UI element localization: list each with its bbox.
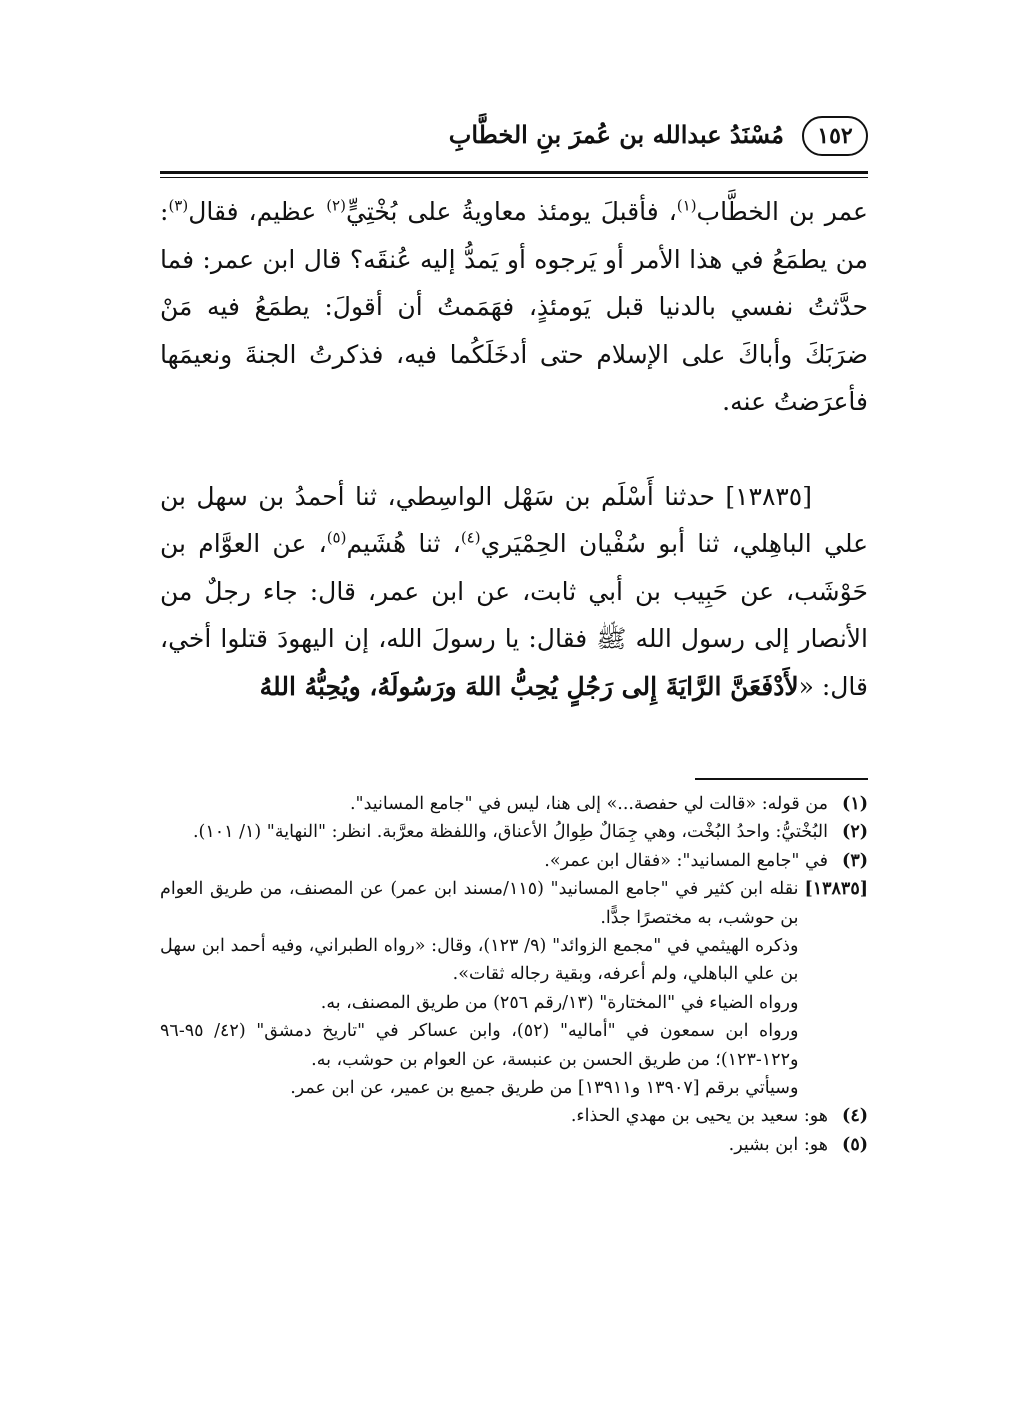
footnote-text: في "جامع المسانيد": «فقال ابن عمر».: [544, 850, 828, 871]
footnote-mark: (٢): [842, 822, 868, 843]
header-rule-thin: [160, 177, 868, 178]
footnote-text: هو: ابن بشير.: [728, 1134, 828, 1155]
text-run: ، فأقبلَ يومئذ معاويةُ على بُخْتِيٍّ: [345, 197, 677, 226]
text-run: [١٣٨٣٥] حدثنا أَسْلَم بن سَهْل الواسِطي، ثنا أحمدُ بن سهل بن علي الباهِلي، ثنا أبو سُفْيان الحِمْيَري: [160, 481, 869, 558]
footnote-ref-3: (٣): [168, 196, 189, 215]
page-number: ١٥٢: [817, 123, 853, 149]
takhrij-line: ورواه الضياء في "المختارة" (١٣/رقم ٢٥٦) من طريق المصنف، به.: [320, 992, 799, 1013]
footnote-4: [160, 1102, 868, 1130]
text-run: عمر بن الخطَّاب: [696, 197, 868, 226]
footnote-3: [160, 847, 868, 875]
takhrij-line: وذكره الهيثمي في "مجمع الزوائد" (٩/ ١٢٣)، وقال: «رواه الطبراني، وفيه أحمد ابن سهل بن علي الباهلي، ولم أعرفه، وبقية رجاله ثقات».: [160, 936, 799, 985]
footnote-ref-1: (١): [676, 196, 697, 215]
takhrij-line: وسيأتي برقم [١٣٩٠٧ و١٣٩١١] من طريق جميع بن عمير، عن ابن عمر.: [290, 1078, 799, 1099]
footnote-text: البُخْتيُّ: واحدُ البُخْت، وهي جِمَالٌ طِوالُ الأعناق، واللفظة معرَّبة. انظر: "النهاية" (١/ ١٠١).: [192, 822, 828, 843]
footnote-mark: (٤): [842, 1106, 868, 1127]
header-rule-thick: [160, 171, 868, 174]
footnote-1: [160, 790, 868, 818]
hadith-13835: [160, 473, 868, 711]
page-header: [160, 110, 868, 170]
text-run: عظيم، فقال: [188, 197, 327, 226]
hadith-number: [١٣٨٣٥]: [804, 879, 868, 900]
footnotes: [160, 790, 868, 1159]
footnote-5: [160, 1131, 868, 1159]
footnote-mark: (١): [842, 794, 868, 814]
running-title: مُسْنَدُ عبدالله بن عُمرَ بنِ الخطَّابِ: [448, 120, 784, 149]
footnote-ref-2: (٢): [326, 196, 346, 215]
prophetic-saying: لأَدْفَعَنَّ الرَّايَةَ إِلى رَجُلٍ يُحِبُّ اللهَ ورَسُولَهُ، ويُحِبُّهُ اللهُ: [259, 671, 799, 701]
paragraph-continuation: [160, 188, 868, 426]
footnote-2: [160, 818, 868, 846]
takhrij-text: [160, 875, 798, 1102]
text-run: ، ثنا هُشَيم: [346, 529, 461, 558]
footnote-separator: [695, 778, 868, 780]
footnote-text: هو: سعيد بن يحيى بن مهدي الحذاء.: [570, 1106, 828, 1127]
page-number-badge: [802, 116, 868, 156]
text-run: : من يطمَعُ في هذا الأمر أو يَرجوه أو يَمدُّ إليه عُنقَه؟ قال ابن عمر: فما حدَّثتُ نفسي بالدنيا قبل يَومئذٍ، فهَمَمتُ أن أقولَ: يطمَعُ فيه مَنْ ضرَبَكَ وأباكَ على الإسلام حتى أدخَلَكُما فيه، فذكرتُ الجنةَ ونعيمَها فأعرَضتُ عنه.: [160, 197, 868, 416]
takhrij-note: [160, 875, 868, 1102]
takhrij-line: ورواه ابن سمعون في "أماليه" (٥٢)، وابن عساكر في "تاريخ دمشق" (٤٢/ ٩٥-٩٦ و١٢٢-١٢٣)؛ من طريق الحسن بن عنبسة، عن العوام بن حوشب، به.: [160, 1021, 799, 1070]
text-run: ، عن العوَّام بن حَوْشَب، عن حَبِيب بن أبي ثابت، عن ابن عمر، قال: جاء رجلٌ من الأنصار إلى رسول الله ﷺ فقال: يا رسولَ الله، إن اليهودَ قتلوا أخي، قال: «: [160, 529, 868, 701]
footnote-mark: (٣): [842, 850, 868, 871]
takhrij-line: نقله ابن كثير في "جامع المسانيد" (١١٥/مسند ابن عمر) عن المصنف، من طريق العوام بن حوشب، به مختصرًا جدًّا.: [160, 879, 799, 928]
footnote-ref-5: (٥): [326, 528, 347, 547]
main-text: [160, 188, 868, 710]
footnote-ref-4: (٤): [460, 528, 481, 547]
footnote-mark: (٥): [842, 1134, 868, 1155]
footnote-text: من قوله: «قالت لي حفصة...» إلى هنا، ليس في "جامع المسانيد".: [349, 794, 828, 814]
